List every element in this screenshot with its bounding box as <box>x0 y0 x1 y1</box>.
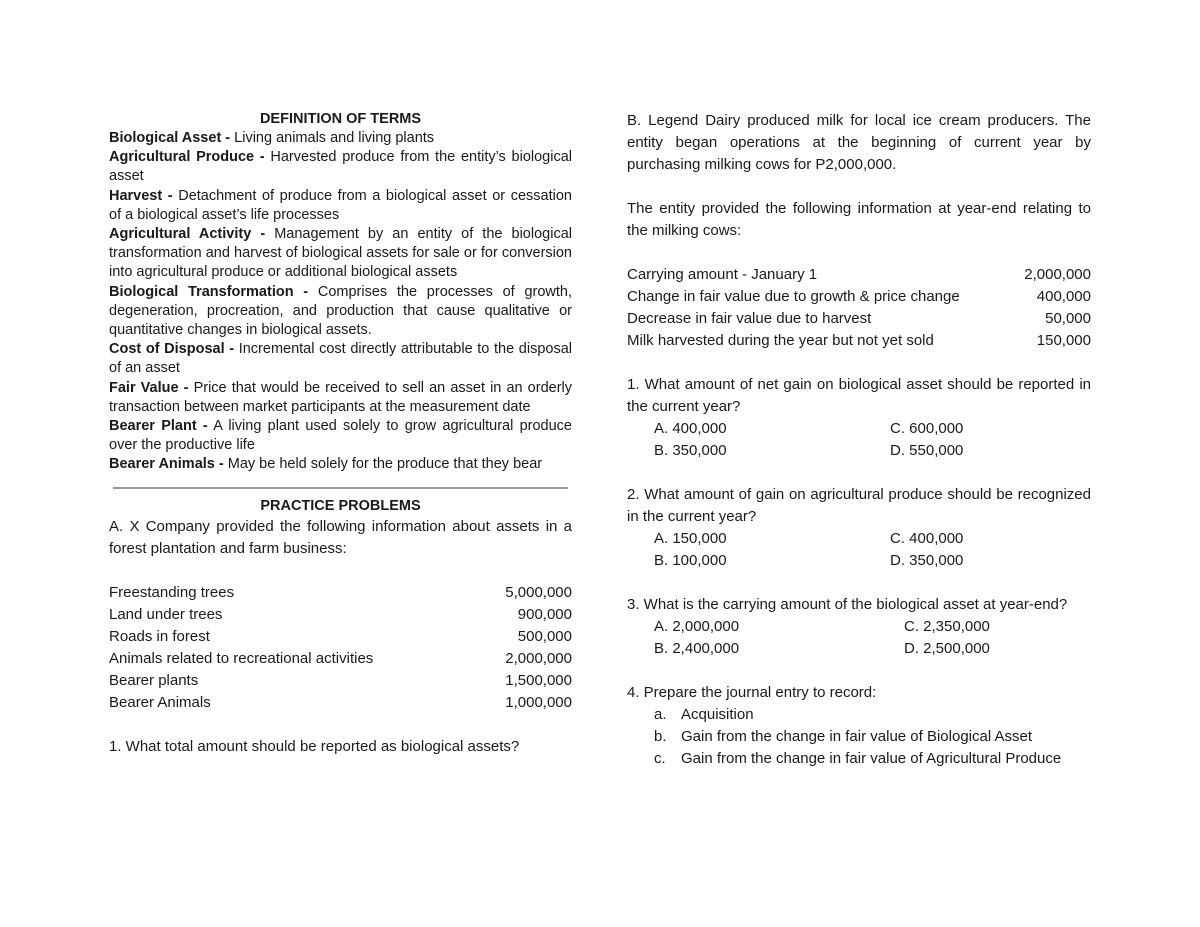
term: Fair Value - <box>109 379 189 396</box>
choice-b: B. 350,000 <box>654 442 727 459</box>
row-amount: 1,000,000 <box>505 693 572 711</box>
table-row <box>109 692 572 714</box>
term: Harvest - <box>109 187 173 204</box>
definition-text: Comprises the processes of growth, degeneration, procreation, and production that cause qualitative or quantitative changes in biological assets. <box>109 283 572 339</box>
term: Cost of Disposal - <box>109 341 235 358</box>
table-row <box>109 670 572 692</box>
item-text: Gain from the change in fair value of Biological Asset <box>681 728 1033 745</box>
table-row <box>627 264 1091 286</box>
list-item <box>654 726 1091 748</box>
question-b1 <box>627 374 1091 462</box>
choice-d: D. 2,500,000 <box>904 640 990 657</box>
term: Bearer Animals - <box>109 456 224 473</box>
row-amount: 900,000 <box>517 605 572 623</box>
row-label: Bearer Animals <box>109 693 211 711</box>
row-label: Decrease in fair value due to harvest <box>627 310 872 327</box>
definition-text: May be held solely for the produce that they bear <box>223 456 543 473</box>
practice-heading: PRACTICE PROBLEMS <box>260 497 421 514</box>
problem-b-intro: B. Legend Dairy produced milk for local ice cream producers. The entity began operations at the beginning of current year by purchasing milking cows for P2,000,000. <box>627 112 1091 173</box>
row-amount: 5,000,000 <box>505 583 572 601</box>
definition-text: Incremental cost directly attributable to the disposal of an asset <box>109 341 572 377</box>
question-a1: 1. What total amount should be reported as biological assets? <box>109 737 520 755</box>
row-label: Bearer plants <box>109 671 199 689</box>
table-row <box>627 286 1091 308</box>
answer-choices <box>654 616 1091 660</box>
definition-fair-value <box>109 379 572 417</box>
left-column <box>109 110 572 758</box>
table-row <box>627 308 1091 330</box>
row-amount: 400,000 <box>1036 288 1091 305</box>
definition-text: Management by an entity of the biological transformation and harvest of biological assets for sale or for conversion into agricultural produce or additional biological assets <box>109 226 572 281</box>
term: Agricultural Activity - <box>109 226 266 243</box>
table-row <box>109 582 572 604</box>
table-row <box>627 330 1091 352</box>
definition-agricultural-produce <box>109 148 572 186</box>
choice-a: A. 2,000,000 <box>654 618 740 635</box>
row-amount: 2,000,000 <box>1024 266 1091 283</box>
question-text: 4. Prepare the journal entry to record: <box>627 684 877 701</box>
choice-d: D. 350,000 <box>890 552 964 569</box>
list-item <box>654 748 1091 770</box>
definition-text: Price that would be received to sell an asset in an orderly transaction between market participants at the measurement date <box>109 379 572 415</box>
row-label: Milk harvested during the year but not yet sold <box>627 332 934 349</box>
problem-a-intro: A. X Company provided the following information about assets in a forest plantation and farm business: <box>109 517 572 557</box>
choice-c: C. 400,000 <box>890 530 964 547</box>
row-label: Change in fair value due to growth & price change <box>627 288 960 305</box>
term: Biological Asset - <box>109 130 231 146</box>
problem-b-info: The entity provided the following information at year-end relating to the milking cows: <box>627 200 1091 239</box>
answer-choices <box>654 418 1091 462</box>
row-amount: 150,000 <box>1036 332 1091 349</box>
choice-c: C. 600,000 <box>890 420 964 437</box>
table-row <box>109 604 572 626</box>
table-row <box>109 648 572 670</box>
choice-d: D. 550,000 <box>890 442 964 459</box>
item-text: Acquisition <box>681 706 754 723</box>
definition-biological-transformation <box>109 283 572 341</box>
definition-bearer-plant <box>109 417 572 455</box>
section-divider <box>113 487 568 489</box>
journal-entry-list <box>627 704 1091 770</box>
term: Agricultural Produce - <box>109 149 265 166</box>
list-item <box>654 704 1091 726</box>
item-marker: a. <box>654 706 667 723</box>
row-label: Freestanding trees <box>109 583 235 601</box>
row-amount: 1,500,000 <box>505 671 572 689</box>
milking-cows-table <box>627 264 1091 352</box>
definition-text: Detachment of produce from a biological asset or cessation of a biological asset’s life processes <box>109 187 572 223</box>
definition-text: Harvested produce from the entity’s biological asset <box>109 149 572 185</box>
definition-agricultural-activity <box>109 225 572 283</box>
choice-b: B. 100,000 <box>654 552 727 569</box>
row-amount: 50,000 <box>1045 310 1091 327</box>
term: Biological Transformation - <box>109 283 309 300</box>
definition-harvest <box>109 187 572 225</box>
item-marker: c. <box>654 750 666 767</box>
term: Bearer Plant - <box>109 418 208 435</box>
question-text: 1. What amount of net gain on biological asset should be reported in the current year? <box>627 376 1091 415</box>
definition-text: Living animals and living plants <box>230 130 435 146</box>
question-text: 3. What is the carrying amount of the biological asset at year-end? <box>627 596 1068 613</box>
assets-table <box>109 582 572 714</box>
definitions-heading: DEFINITION OF TERMS <box>259 111 422 127</box>
definition-text: A living plant used solely to grow agricultural produce over the productive life <box>109 418 572 454</box>
row-amount: 500,000 <box>517 627 572 645</box>
question-b4 <box>627 682 1091 770</box>
row-label: Animals related to recreational activities <box>109 649 374 667</box>
definition-cost-of-disposal <box>109 340 572 378</box>
question-b3 <box>627 594 1091 660</box>
right-column <box>627 110 1091 770</box>
item-marker: b. <box>654 728 667 745</box>
choice-a: A. 400,000 <box>654 420 727 437</box>
question-text: 2. What amount of gain on agricultural produce should be recognized in the current year? <box>627 486 1091 525</box>
row-label: Land under trees <box>109 605 223 623</box>
question-b2 <box>627 484 1091 572</box>
choice-b: B. 2,400,000 <box>654 640 740 657</box>
definition-bearer-animals <box>109 455 572 474</box>
row-amount: 2,000,000 <box>505 649 572 667</box>
definitions-list <box>109 129 572 475</box>
table-row <box>109 626 572 648</box>
definition-biological-asset <box>109 129 572 148</box>
answer-choices <box>654 528 1091 572</box>
row-label: Carrying amount - January 1 <box>627 266 818 283</box>
choice-c: C. 2,350,000 <box>904 618 990 635</box>
choice-a: A. 150,000 <box>654 530 727 547</box>
item-text: Gain from the change in fair value of Agricultural Produce <box>681 750 1062 767</box>
row-label: Roads in forest <box>109 627 210 645</box>
